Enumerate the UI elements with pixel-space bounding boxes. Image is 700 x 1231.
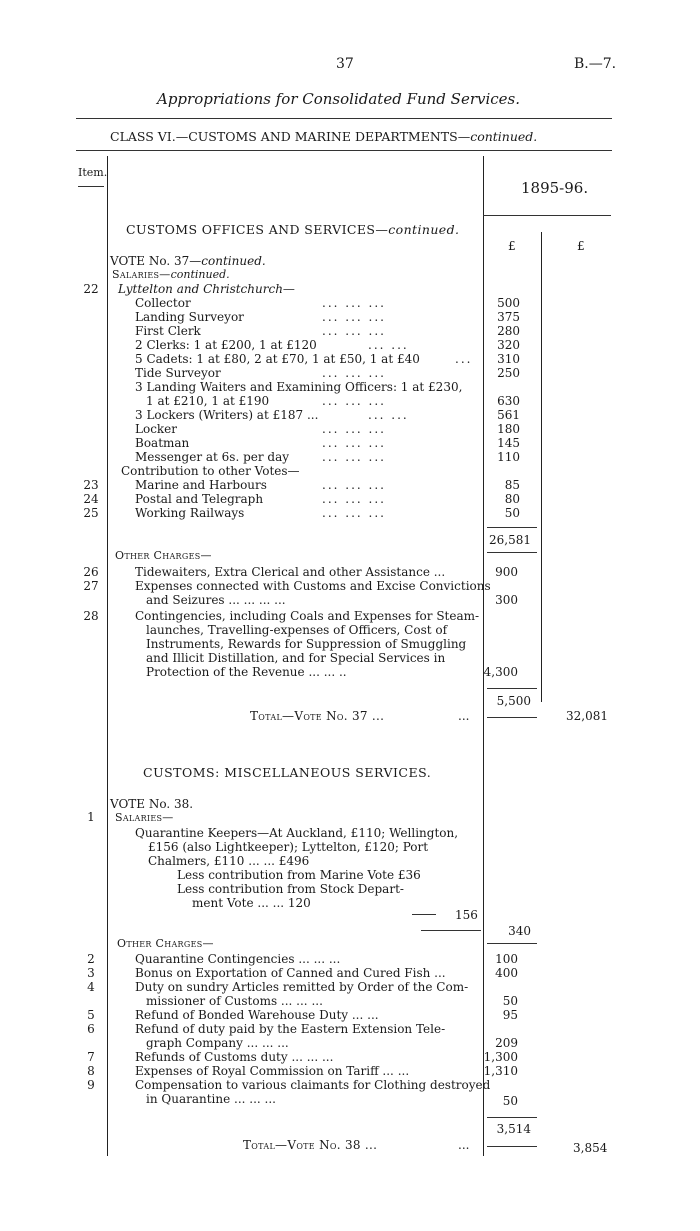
- deduction-line: Less contribution from Stock Depart-: [177, 882, 404, 896]
- page-title: Appropriations for Consolidated Fund Services.: [157, 90, 521, 108]
- pound-sign-total-column: £: [577, 239, 585, 253]
- other-charges-heading: Other Charges—: [115, 549, 212, 562]
- vote-38-total-amount: 3,854: [573, 1141, 608, 1155]
- class-heading-text: CLASS VI.—CUSTOMS AND MARINE DEPARTMENTS—: [110, 129, 471, 144]
- salaries-label: Salaries—: [112, 268, 171, 281]
- other-charges-subtotal: 5,500: [496, 694, 531, 708]
- vote-38-total-dots: ...: [458, 1138, 470, 1152]
- pound-sign-amount-column: £: [508, 239, 516, 253]
- row-amount: 145: [497, 436, 520, 450]
- other-charges-subtotal-rule: [487, 1117, 537, 1118]
- salaries-amount: 340: [508, 924, 531, 938]
- row-amount: 95: [502, 1008, 518, 1022]
- item-number: 23: [83, 478, 99, 492]
- row-amount: 280: [497, 324, 520, 338]
- row-label: 5 Cadets: 1 at £80, 2 at £70, 1 at £50, 1 at £40: [135, 352, 420, 366]
- row-amount: 1,310: [483, 1064, 518, 1078]
- row-label: 1 at £210, 1 at £190: [146, 394, 270, 408]
- row-amount: 110: [497, 450, 520, 464]
- item-number: 26: [83, 565, 99, 579]
- row-leader-dots: ... ... ...: [322, 436, 386, 450]
- document-reference: B.—7.: [574, 56, 617, 72]
- net-subtotal: 156: [455, 908, 478, 922]
- row-label: Working Railways: [135, 506, 245, 520]
- row-leader-dots: ... ... ...: [322, 422, 386, 436]
- row-label: Messenger at 6s. per day: [135, 450, 290, 464]
- row-label: Refunds of Customs duty ... ... ...: [135, 1050, 334, 1064]
- item-number: 2: [87, 952, 95, 966]
- other-charges-heading: Other Charges—: [117, 937, 214, 950]
- row-label: Landing Surveyor: [135, 310, 244, 324]
- deduction-line: Less contribution from Marine Vote £36: [177, 868, 421, 882]
- salaries-heading: [112, 268, 230, 281]
- row-amount: 561: [497, 408, 520, 422]
- row-leader-dots: ... ...: [368, 408, 409, 422]
- item-column-header: Item.: [78, 166, 108, 179]
- item-number: 7: [87, 1050, 95, 1064]
- row-leader-dots: ... ... ...: [322, 450, 386, 464]
- section1-heading: [126, 222, 459, 237]
- item-number: 1: [87, 810, 95, 824]
- row-leader-dots: ... ... ...: [322, 506, 386, 520]
- item-number: 24: [83, 492, 99, 506]
- row-label: Refund of duty paid by the Eastern Extension Tele-: [135, 1022, 446, 1036]
- row-leader-dots: ... ... ...: [322, 492, 386, 506]
- salaries-rule: [421, 930, 481, 931]
- item-number: 5: [87, 1008, 95, 1022]
- contribution-heading: Contribution to other Votes—: [121, 464, 300, 478]
- item-header-underline: [78, 186, 104, 187]
- row-amount: 500: [497, 296, 520, 310]
- salaries-amount-underline: [487, 943, 537, 944]
- row-amount: 180: [497, 422, 520, 436]
- row-label: Compensation to various claimants for Clothing destroyed: [135, 1078, 491, 1092]
- row-amount: 630: [497, 394, 520, 408]
- vote-38-total-rule: [487, 1146, 537, 1147]
- row-amount: 310: [497, 352, 520, 366]
- vote-37-total-amount: 32,081: [566, 709, 608, 723]
- section2-heading: CUSTOMS: MISCELLANEOUS SERVICES.: [143, 765, 432, 780]
- row-amount: 209: [495, 1036, 518, 1050]
- salaries-heading: Salaries—: [115, 811, 174, 824]
- section1-heading-continued: continued.: [388, 222, 460, 237]
- financial-year: 1895-96.: [521, 179, 589, 197]
- item-number: 9: [87, 1078, 95, 1092]
- row-label: Expenses connected with Customs and Excise Convictions: [135, 579, 491, 593]
- row-label-continued: £156 (also Lightkeeper); Lyttelton, £120; Port: [148, 840, 429, 854]
- row-label-continued: graph Company ... ... ...: [146, 1036, 289, 1050]
- row-label: Boatman: [135, 436, 190, 450]
- row-leader-dots: ... ... ...: [322, 296, 386, 310]
- row-label-continued: Chalmers, £110 ... ... £496: [148, 854, 310, 868]
- row-label: Quarantine Keepers—At Auckland, £110; Wellington,: [135, 826, 459, 840]
- place-heading: Lyttelton and Christchurch—: [118, 282, 295, 296]
- page-number: 37: [336, 56, 354, 72]
- row-label-continued: Protection of the Revenue ... ... ..: [146, 665, 347, 679]
- row-label-continued: Instruments, Rewards for Suppression of Smuggling: [146, 637, 467, 651]
- row-leader-dots: ... ... ...: [322, 324, 386, 338]
- class-heading: [110, 129, 537, 144]
- row-amount: 50: [504, 506, 520, 520]
- row-label: Tide Surveyor: [135, 366, 221, 380]
- row-label: Contingencies, including Coals and Expenses for Steam-: [135, 609, 480, 623]
- row-label: Expenses of Royal Commission on Tariff ... ...: [135, 1064, 410, 1078]
- item-number: 25: [83, 506, 99, 520]
- row-leader-dots: ...: [455, 352, 473, 366]
- row-label: Collector: [135, 296, 191, 310]
- row-label: Postal and Telegraph: [135, 492, 264, 506]
- row-leader-dots: ... ... ...: [322, 478, 386, 492]
- section1-heading-text: CUSTOMS OFFICES AND SERVICES—: [126, 222, 389, 237]
- salaries-subtotal: 26,581: [489, 533, 531, 547]
- vote-37-heading: [110, 254, 266, 268]
- row-label: 3 Lockers (Writers) at £187 ...: [135, 408, 319, 422]
- year-underline: [483, 215, 611, 216]
- deduction-rule: [412, 914, 436, 915]
- vote-37-total-dots: ...: [458, 709, 470, 723]
- row-amount: 100: [495, 952, 518, 966]
- salaries-subtotal-rule: [487, 527, 537, 528]
- vote-37-total-label: Total—Vote No. 37 ...: [250, 709, 385, 723]
- row-amount: 320: [497, 338, 520, 352]
- item-number: 28: [83, 609, 99, 623]
- row-label: Duty on sundry Articles remitted by Order of the Com-: [135, 980, 469, 994]
- row-amount: 85: [504, 478, 520, 492]
- item-number: 3: [87, 966, 95, 980]
- item-number: 27: [83, 579, 99, 593]
- other-charges-subtotal-rule: [487, 688, 537, 689]
- row-label-continued: in Quarantine ... ... ...: [146, 1092, 276, 1106]
- row-leader-dots: ... ... ...: [322, 310, 386, 324]
- vote-37-total-rule: [487, 717, 537, 718]
- row-amount: 50: [502, 1094, 518, 1108]
- row-label: 2 Clerks: 1 at £200, 1 at £120: [135, 338, 317, 352]
- row-label: Locker: [135, 422, 178, 436]
- row-label: Tidewaiters, Extra Clerical and other Assistance ...: [135, 565, 446, 579]
- row-amount: 400: [495, 966, 518, 980]
- row-label: 3 Landing Waiters and Examining Officers: 1 at £230,: [135, 380, 463, 394]
- row-label-continued: and Illicit Distillation, and for Special Services in: [146, 651, 446, 665]
- row-amount: 80: [504, 492, 520, 506]
- row-label-continued: launches, Travelling-expenses of Officers, Cost of: [146, 623, 448, 637]
- row-amount: 900: [495, 565, 518, 579]
- row-amount: 1,300: [483, 1050, 518, 1064]
- class-heading-continued: continued.: [470, 129, 538, 144]
- item-column-divider: [107, 156, 108, 1156]
- row-label: First Clerk: [135, 324, 201, 338]
- row-label: Marine and Harbours: [135, 478, 267, 492]
- row-label: Bonus on Exportation of Canned and Cured Fish ...: [135, 966, 446, 980]
- vote-38-heading: VOTE No. 38.: [110, 797, 194, 811]
- vote-37-continued: continued.: [201, 254, 266, 268]
- deduction-line-continued: ment Vote ... ... 120: [192, 896, 311, 910]
- row-label: Quarantine Contingencies ... ... ...: [135, 952, 341, 966]
- row-amount: 250: [497, 366, 520, 380]
- row-amount: 300: [495, 593, 518, 607]
- row-leader-dots: ... ...: [368, 338, 409, 352]
- salaries-continued: continued.: [170, 268, 230, 281]
- salaries-subtotal-underline: [487, 552, 537, 553]
- row-amount: 50: [502, 994, 518, 1008]
- title-rule: [76, 118, 612, 119]
- row-leader-dots: ... ... ...: [322, 366, 386, 380]
- row-label-continued: and Seizures ... ... ... ...: [146, 593, 286, 607]
- row-label: Refund of Bonded Warehouse Duty ... ...: [135, 1008, 379, 1022]
- row-amount: 375: [497, 310, 520, 324]
- header-rule: [76, 150, 612, 151]
- item-number: 6: [87, 1022, 95, 1036]
- total-column-divider: [541, 232, 542, 702]
- row-label-continued: missioner of Customs ... ... ...: [146, 994, 323, 1008]
- item-number: 4: [87, 980, 95, 994]
- item-number: 8: [87, 1064, 95, 1078]
- vote-38-total-label: Total—Vote No. 38 ...: [243, 1138, 378, 1152]
- row-leader-dots: ... ... ...: [322, 394, 386, 408]
- vote-37-label: VOTE No. 37—: [110, 254, 202, 268]
- other-charges-subtotal: 3,514: [496, 1122, 531, 1136]
- row-amount: 4,300: [483, 665, 518, 679]
- item-number: 22: [83, 282, 99, 296]
